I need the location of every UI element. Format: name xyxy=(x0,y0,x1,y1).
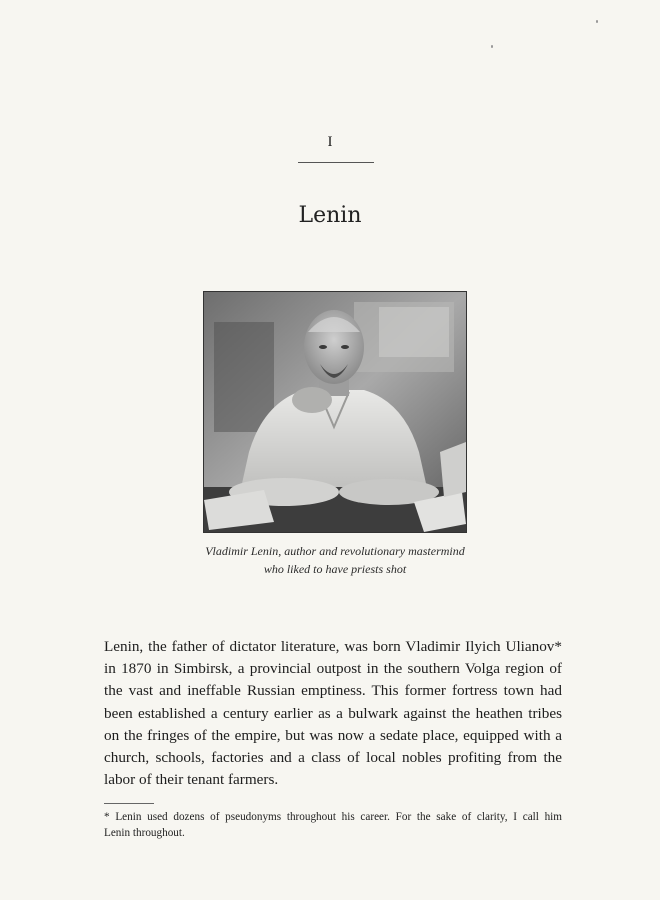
scan-speck xyxy=(596,20,598,23)
footnote-line: * Lenin used dozens of pseudonyms throughout his career. For the sake of clarity, I call him xyxy=(104,811,562,823)
portrait-photo xyxy=(203,291,467,533)
chapter-title: Lenin xyxy=(298,203,362,228)
photo-caption xyxy=(160,542,510,578)
body-line: on the fringes of the empire, but was now a sedate place, equipped with a xyxy=(104,726,562,744)
chapter-number: I xyxy=(327,134,333,150)
chapter-divider xyxy=(298,162,374,163)
body-line: church, schools, factories and a class of local nobles profiting from the xyxy=(104,749,562,767)
body-line: labor of their tenant farmers. xyxy=(104,771,279,789)
footnote xyxy=(104,809,562,841)
caption-line: Vladimir Lenin, author and revolutionary mastermind xyxy=(205,544,465,558)
caption-line: who liked to have priests shot xyxy=(263,562,407,576)
body-paragraph xyxy=(104,636,562,791)
footnote-divider xyxy=(104,803,154,804)
body-line: the vast and ineffable Russian emptiness. This former fortress town had xyxy=(104,682,562,700)
footnote-line: Lenin throughout. xyxy=(104,827,185,839)
body-line: Lenin, the father of dictator literature, was born Vladimir Ilyich Ulianov* xyxy=(104,638,562,655)
body-line: in 1870 in Simbirsk, a provincial outpost in the southern Volga region of xyxy=(104,660,562,678)
scan-speck xyxy=(491,45,493,48)
body-line: been established a century earlier as a bulwark against the heathen tribes xyxy=(104,704,562,722)
